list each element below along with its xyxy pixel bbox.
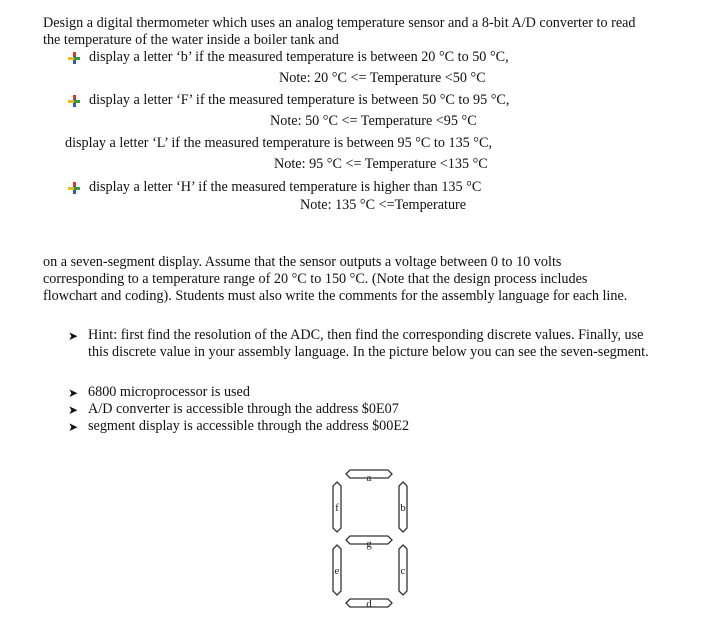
paragraph-line-3: flowchart and coding). Students must also write the comments for the assembly language for each line. xyxy=(43,288,628,304)
arrow-bullet-icon: ➤ xyxy=(68,420,79,434)
segment-b-label: b xyxy=(400,502,406,514)
item-b-note: Note: 20 °C <= Temperature <50 °C xyxy=(279,70,486,86)
item-l-note: Note: 95 °C <= Temperature <135 °C xyxy=(274,156,488,172)
hint-line-1: Hint: first find the resolution of the ADC, then find the corresponding discrete values. Finally, use xyxy=(88,327,644,343)
item-l-text: display a letter ‘L’ if the measured temperature is between 95 °C to 135 °C, xyxy=(65,135,492,151)
arrow-bullet-icon: ➤ xyxy=(68,386,79,400)
item-f-note: Note: 50 °C <= Temperature <95 °C xyxy=(270,113,477,129)
spec-display-address: segment display is accessible through the address $00E2 xyxy=(88,418,410,434)
seven-segment-diagram xyxy=(330,467,410,612)
segment-g-label: g xyxy=(366,538,372,550)
item-f-text: display a letter ‘F’ if the measured temperature is between 50 °C to 95 °C, xyxy=(89,92,510,108)
hint-line-2: this discrete value in your assembly language. In the picture below you can see the seven-segment. xyxy=(88,344,649,360)
item-h-note: Note: 135 °C <=Temperature xyxy=(300,197,467,213)
spec-adc-address: A/D converter is accessible through the address $0E07 xyxy=(88,401,399,417)
plus-bullet-icon xyxy=(68,182,80,194)
paragraph-line-1: on a seven-segment display. Assume that the sensor outputs a voltage between 0 to 10 volts xyxy=(43,254,562,270)
plus-bullet-icon xyxy=(68,52,80,64)
segment-c-label: c xyxy=(400,565,406,577)
segment-e-label: e xyxy=(334,565,340,577)
paragraph-line-2: corresponding to a temperature range of 20 °C to 150 °C. (Note that the design process includes xyxy=(43,271,588,287)
segment-f-label: f xyxy=(335,502,339,514)
intro-line-2: the temperature of the water inside a boiler tank and xyxy=(43,32,339,48)
arrow-bullet-icon: ➤ xyxy=(68,329,79,343)
item-b-text: display a letter ‘b’ if the measured temperature is between 20 °C to 50 °C, xyxy=(89,49,509,65)
spec-microprocessor: 6800 microprocessor is used xyxy=(88,384,250,400)
item-h-text: display a letter ‘H’ if the measured temperature is higher than 135 °C xyxy=(89,179,482,195)
segment-d-label: d xyxy=(366,598,372,610)
segment-a-label: a xyxy=(366,472,372,484)
intro-line-1: Design a digital thermometer which uses an analog temperature sensor and a 8-bit A/D converter to read xyxy=(43,15,636,31)
plus-bullet-icon xyxy=(68,95,80,107)
arrow-bullet-icon: ➤ xyxy=(68,403,79,417)
